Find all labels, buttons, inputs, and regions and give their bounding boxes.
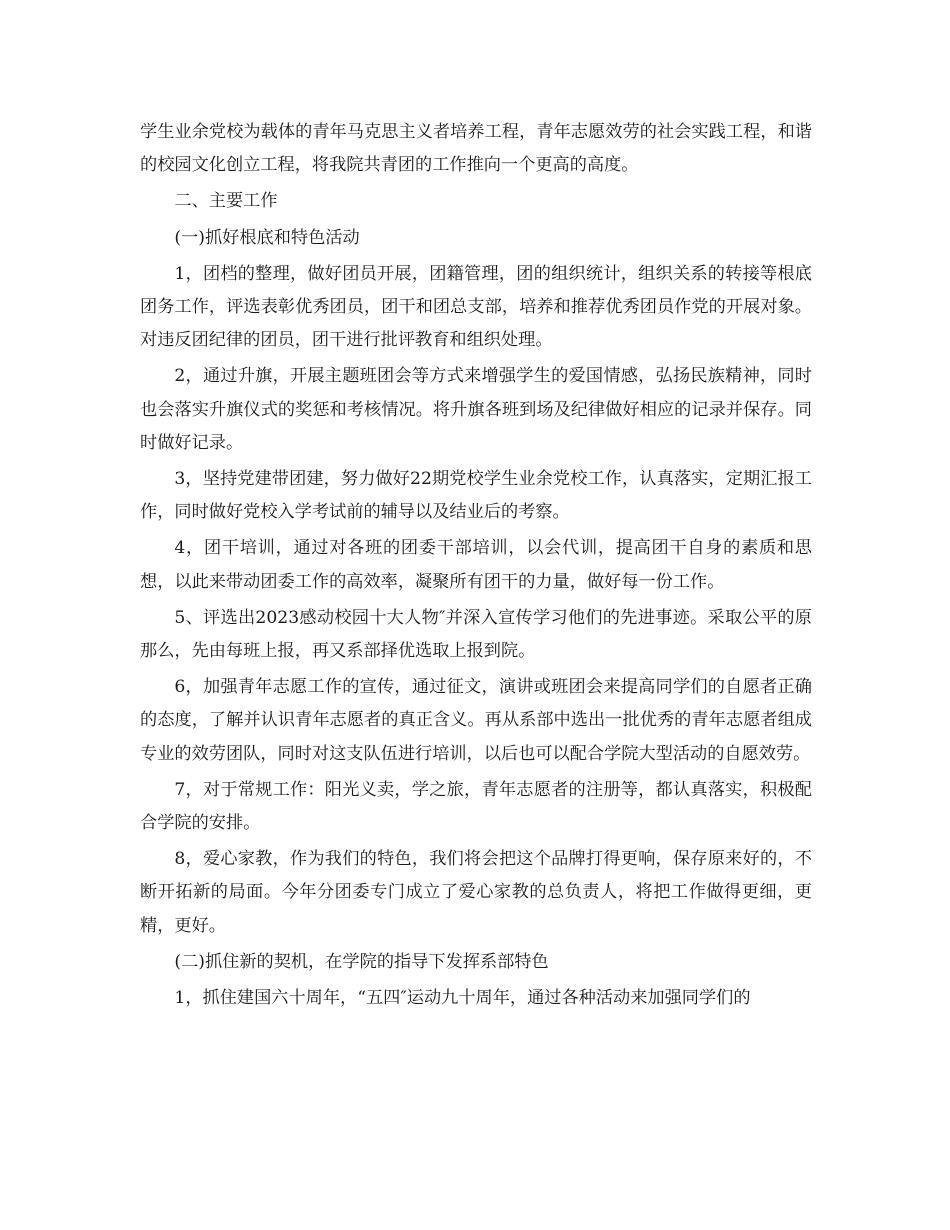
paragraph-item-4: 4，团干培训，通过对各班的团委干部培训，以会代训，提高团干自身的素质和思想，以此来带动团委工作的高效率，凝聚所有团干的力量，做好每一份工作。 xyxy=(140,538,812,592)
paragraph-item-6: 6，加强青年志愿工作的宣传，通过征文，演讲或班团会来提高同学们的自愿者正确的态度，了解并认识青年志愿者的真正含义。再从系部中选出一批优秀的青年志愿者组成专业的效劳团队，同时对这支队伍进行培训，以后也可以配合学院大型活动的自愿效劳。 xyxy=(140,677,812,764)
paragraph-item-new-1: 1，抓住建国六十周年，“五四″运动九十周年，通过各种活动来加强同学们的 xyxy=(174,988,751,1009)
document-body xyxy=(140,116,812,1018)
paragraph-item-5: 5、评选出2023感动校园十大人物″并深入宣传学习他们的先进事迹。采取公平的原那么，先由每班上报，再又系部择优选取上报到院。 xyxy=(140,607,812,662)
section-heading-main-work: 二、主要工作 xyxy=(174,191,278,212)
subsection-heading-new-opportunity: (二)抓住新的契机，在学院的指导下发挥系部特色 xyxy=(174,951,549,972)
subsection-heading-basics: (一)抓好根底和特色活动 xyxy=(174,227,360,248)
paragraph-item-7: 7，对于常规工作：阳光义卖，学之旅，青年志愿者的注册等，都认真落实，积极配合学院的安排。 xyxy=(140,779,812,834)
paragraph-item-2: 2，通过升旗，开展主题班团会等方式来增强学生的爱国情感，弘扬民族精神，同时也会落实升旗仪式的奖惩和考核情况。将升旗各班到场及纪律做好相应的记录并保存。同时做好记录。 xyxy=(140,366,812,453)
paragraph-item-8: 8，爱心家教，作为我们的特色，我们将会把这个品牌打得更响，保存原来好的，不断开拓新的局面。今年分团委专门成立了爱心家教的总负责人，将把工作做得更细，更精，更好。 xyxy=(140,849,812,936)
paragraph-item-1: 1，团档的整理，做好团员开展，团籍管理，团的组织统计，组织关系的转接等根底团务工作，评选表彰优秀团员，团干和团总支部，培养和推荐优秀团员作党的开展对象。对违反团纪律的团员，团干进行批评教育和组织处理。 xyxy=(140,263,812,351)
paragraph-item-3: 3，坚持党建带团建，努力做好22期党校学生业余党校工作，认真落实，定期汇报工作，同时做好党校入学考试前的辅导以及结业后的考察。 xyxy=(140,469,812,523)
paragraph-continued: 学生业余党校为载体的青年马克思主义者培养工程，青年志愿效劳的社会实践工程，和谐的校园文化创立工程，将我院共青团的工作推向一个更高的高度。 xyxy=(140,122,812,176)
